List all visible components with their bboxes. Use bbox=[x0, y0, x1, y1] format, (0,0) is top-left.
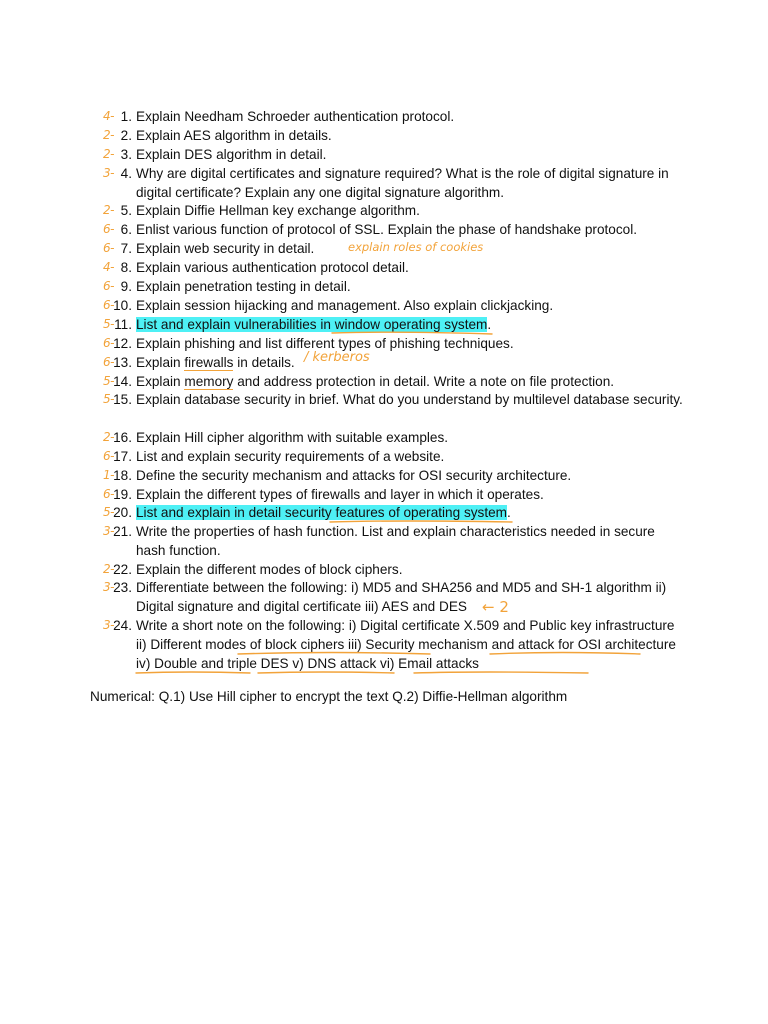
question-text: Define the security mechanism and attacks for OSI security architecture. bbox=[136, 468, 572, 483]
question-text-wrap bbox=[136, 503, 684, 522]
handwritten-mark: 6- bbox=[103, 355, 114, 369]
handwritten-mark: 4- bbox=[103, 260, 114, 274]
handwritten-mark: 5- bbox=[103, 374, 114, 388]
highlighted-question-text: List and explain in detail security features of operating system bbox=[136, 505, 508, 520]
question-text-post: and address protection in detail. Write a note on file protection. bbox=[233, 374, 615, 389]
handwritten-mark: 6- bbox=[103, 222, 114, 236]
handwritten-mark: 2- bbox=[103, 203, 114, 217]
question-number: 18. bbox=[113, 468, 132, 483]
question-text: List and explain security requirements of a website. bbox=[136, 449, 445, 464]
handwritten-mark: 3- bbox=[103, 580, 114, 594]
handwritten-mark: 5- bbox=[103, 392, 114, 406]
question-number: 10. bbox=[113, 298, 132, 313]
question-text: Explain database security in brief. What do you understand by multilevel database security. bbox=[136, 392, 683, 407]
question-text-wrap bbox=[136, 315, 684, 334]
question-number: 15. bbox=[113, 392, 132, 407]
highlighted-question-text: List and explain vulnerabilities in window operating system bbox=[136, 317, 488, 332]
question-number: 21. bbox=[113, 524, 132, 539]
handwritten-mark: 6- bbox=[103, 336, 114, 350]
handwritten-mark: 2- bbox=[103, 147, 114, 161]
question-number: 24. bbox=[113, 618, 132, 633]
question-number: 12. bbox=[113, 336, 132, 351]
question-number: 16. bbox=[113, 430, 132, 445]
question-text: Explain Diffie Hellman key exchange algorithm. bbox=[136, 203, 420, 218]
handwritten-mark: 6- bbox=[103, 241, 114, 255]
question-number: 22. bbox=[113, 562, 132, 577]
question-text: Write a short note on the following: i) Digital certificate X.509 and Public key infrastructure ii) Different modes of block ciphers iii) Security mechanism and attack for OSI architecture iv) Double and triple DES v) DNS attack vi) Email attacks bbox=[136, 618, 680, 671]
question-text: Explain DES algorithm in detail. bbox=[136, 147, 327, 162]
question-text: Enlist various function of protocol of SSL. Explain the phase of handshake protocol. bbox=[136, 222, 638, 237]
question-number: 11. bbox=[114, 317, 132, 332]
handwritten-mark: 3- bbox=[103, 618, 114, 632]
question-number: 4. bbox=[120, 166, 132, 181]
question-text-tail: . bbox=[507, 505, 511, 520]
handwritten-mark: 2- bbox=[103, 128, 114, 142]
underlined-word: firewalls bbox=[184, 355, 234, 370]
handwritten-mark: 6- bbox=[103, 298, 114, 312]
handwritten-mark: 5- bbox=[103, 317, 114, 331]
handwritten-mark: 5- bbox=[103, 505, 114, 519]
handwritten-mark: 4- bbox=[103, 109, 114, 123]
question-text-pre: Explain bbox=[136, 355, 185, 370]
question-number: 8. bbox=[120, 260, 132, 275]
question-number: 1. bbox=[120, 109, 132, 124]
question-text: Explain penetration testing in detail. bbox=[136, 279, 351, 294]
question-text: Why are digital certificates and signature required? What is the role of digital signature in digital certificate? Explain any one digital signature algorithm. bbox=[136, 166, 673, 200]
handwritten-mark: 1- bbox=[103, 468, 114, 482]
question-number: 17. bbox=[113, 449, 132, 464]
handwritten-mark: 6- bbox=[103, 487, 114, 501]
question-text: Explain Needham Schroeder authentication protocol. bbox=[136, 109, 455, 124]
numerical-note: Numerical: Q.1) Use Hill cipher to encrypt the text Q.2) Diffie-Hellman algorithm bbox=[90, 689, 568, 704]
question-text-pre: Explain bbox=[136, 374, 185, 389]
handwritten-note-cookies: explain roles of cookies bbox=[348, 240, 484, 254]
question-number: 13. bbox=[113, 355, 132, 370]
handwritten-mark: 2- bbox=[103, 430, 114, 444]
question-number: 14. bbox=[113, 374, 132, 389]
question-number: 5. bbox=[120, 203, 132, 218]
question-number: 9. bbox=[120, 279, 132, 294]
question-text: Explain the different types of firewalls and layer in which it operates. bbox=[136, 487, 544, 502]
question-number: 23. bbox=[113, 580, 132, 595]
question-number: 3. bbox=[120, 147, 132, 162]
question-text: Explain Hill cipher algorithm with suitable examples. bbox=[136, 430, 449, 445]
underlined-word: memory bbox=[184, 374, 234, 389]
handwritten-mark: 3- bbox=[103, 524, 114, 538]
handwritten-mark: 3- bbox=[103, 166, 114, 180]
question-text-tail: . bbox=[487, 317, 492, 332]
question-number: 7. bbox=[120, 241, 132, 256]
question-number: 19. bbox=[113, 487, 132, 502]
question-text: Explain phishing and list different types of phishing techniques. bbox=[136, 336, 514, 351]
question-text: Differentiate between the following: i) MD5 and SHA256 and MD5 and SH-1 algorithm ii) Digital signature and digital certificate iii) AES and DES bbox=[136, 580, 670, 614]
question-number: 20. bbox=[113, 505, 132, 520]
question-text: Explain web security in detail. bbox=[136, 241, 315, 256]
handwritten-note-arrow-2: ← 2 bbox=[482, 598, 509, 616]
question-text-post: in details. bbox=[233, 355, 295, 370]
question-text: Explain the different modes of block ciphers. bbox=[136, 562, 403, 577]
handwritten-note-kerberos: / kerberos bbox=[304, 350, 370, 365]
question-number: 6. bbox=[120, 222, 132, 237]
question-text: Explain session hijacking and management. Also explain clickjacking. bbox=[136, 298, 554, 313]
question-text: Explain AES algorithm in details. bbox=[136, 128, 332, 143]
handwritten-mark: 2- bbox=[103, 562, 114, 576]
question-text-wrap bbox=[136, 353, 684, 372]
question-number: 2. bbox=[120, 128, 132, 143]
question-text: Explain various authentication protocol detail. bbox=[136, 260, 409, 275]
handwritten-mark: 6- bbox=[103, 279, 114, 293]
question-text: Write the properties of hash function. List and explain characteristics needed in secure hash function. bbox=[136, 524, 659, 558]
question-text-wrap bbox=[136, 372, 684, 391]
handwritten-mark: 6- bbox=[103, 449, 114, 463]
